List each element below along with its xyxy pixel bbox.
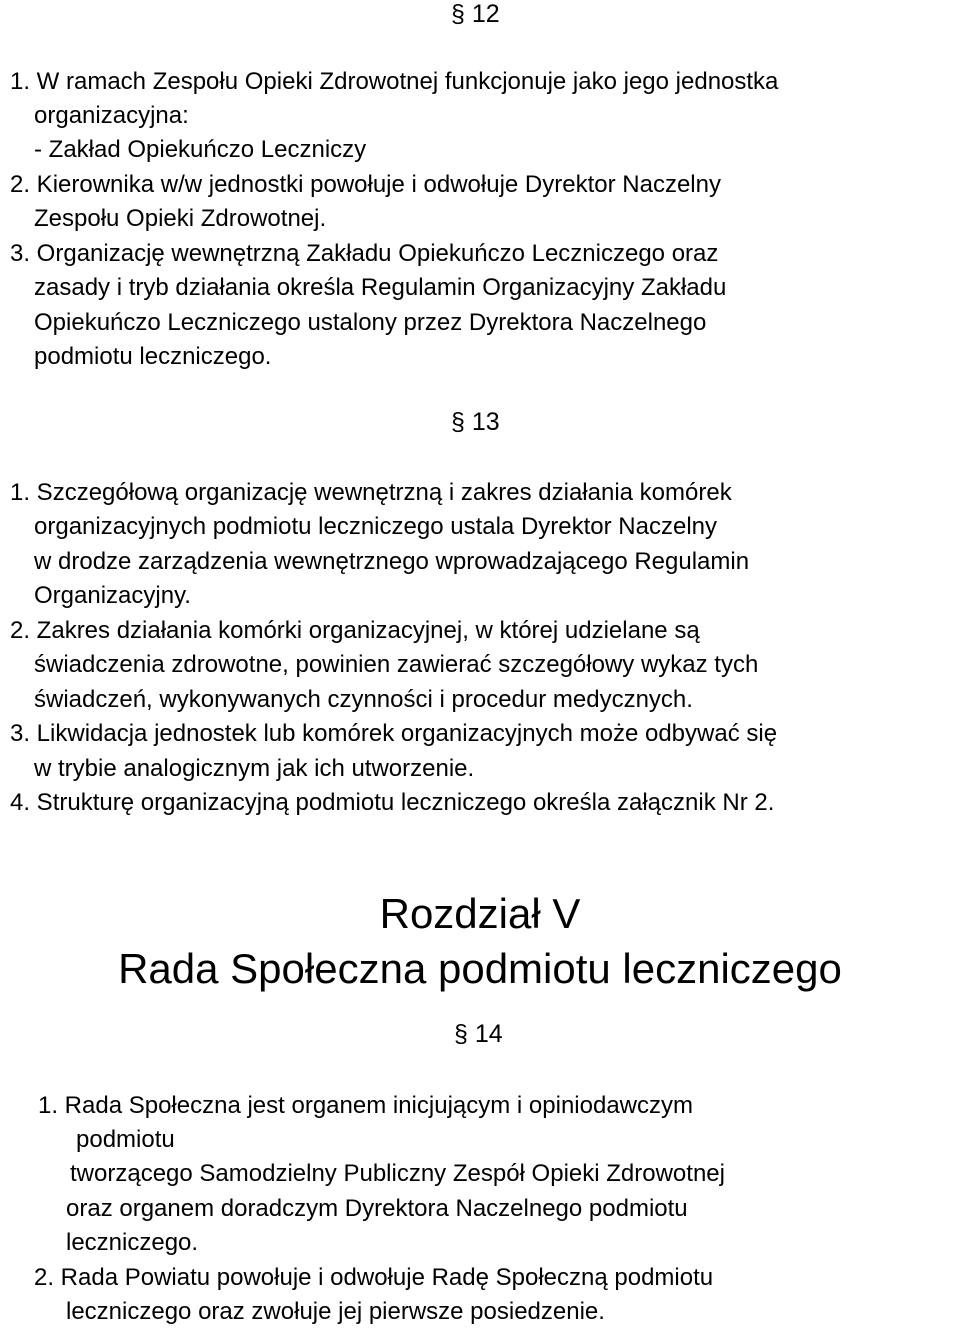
s12-item-2-line-2: Zespołu Opieki Zdrowotnej. <box>34 205 327 232</box>
s13-item-2-line-1: 2. Zakres działania komórki organizacyjnej, w której udzielane są <box>10 617 700 644</box>
s13-item-4-line-1: 4. Strukturę organizacyjną podmiotu leczniczego określa załącznik Nr 2. <box>10 789 775 816</box>
s14-item-1-line-2: podmiotu <box>76 1126 175 1153</box>
section-13-heading: § 13 <box>451 408 500 436</box>
s12-item-3-line-4: podmiotu leczniczego. <box>34 343 272 370</box>
chapter-title: Rozdział V <box>379 890 581 937</box>
s12-item-3-line-3: Opiekuńczo Leczniczego ustalony przez Dyrektora Naczelnego <box>34 309 707 336</box>
s14-item-2-line-2: leczniczego oraz zwołuje jej pierwsze posiedzenie. <box>66 1298 605 1325</box>
s13-item-1-line-3: w drodze zarządzenia wewnętrznego wprowadzającego Regulamin <box>34 548 750 575</box>
s14-item-2-line-1: 2. Rada Powiatu powołuje i odwołuje Radę Społeczną podmiotu <box>34 1264 714 1291</box>
s13-item-1-line-2: organizacyjnych podmiotu leczniczego ustala Dyrektor Naczelny <box>34 513 717 540</box>
s12-item-1-line-1: 1. W ramach Zespołu Opieki Zdrowotnej funkcjonuje jako jego jednostka <box>10 68 779 95</box>
s12-item-3-line-1: 3. Organizację wewnętrzną Zakładu Opiekuńczo Leczniczego oraz <box>10 240 719 267</box>
s13-item-3-line-2: w trybie analogicznym jak ich utworzenie. <box>34 755 475 782</box>
section-12-heading: § 12 <box>451 0 500 28</box>
s13-item-3-line-1: 3. Likwidacja jednostek lub komórek organizacyjnych może odbywać się <box>10 720 778 747</box>
s14-item-1-line-4: oraz organem doradczym Dyrektora Naczelnego podmiotu <box>66 1195 688 1222</box>
s12-item-1-line-3: - Zakład Opiekuńczo Leczniczy <box>34 136 367 163</box>
s14-item-1-line-1: 1. Rada Społeczna jest organem inicjującym i opiniodawczym <box>38 1092 693 1119</box>
section-14-heading: § 14 <box>454 1020 503 1048</box>
s12-item-2-line-1: 2. Kierownika w/w jednostki powołuje i odwołuje Dyrektor Naczelny <box>10 171 721 198</box>
s13-item-1-line-4: Organizacyjny. <box>34 582 191 609</box>
s14-item-1-line-5: leczniczego. <box>66 1229 199 1256</box>
s12-item-1-line-2: organizacyjna: <box>34 102 189 129</box>
s14-item-1-line-3: tworzącego Samodzielny Publiczny Zespół Opieki Zdrowotnej <box>70 1160 725 1187</box>
chapter-subtitle: Rada Społeczna podmiotu leczniczego <box>118 945 842 992</box>
s12-item-3-line-2: zasady i tryb działania określa Regulamin Organizacyjny Zakładu <box>34 274 727 301</box>
s13-item-2-line-2: świadczenia zdrowotne, powinien zawierać szczegółowy wykaz tych <box>34 651 759 678</box>
s13-item-1-line-1: 1. Szczegółową organizację wewnętrzną i zakres działania komórek <box>10 479 732 506</box>
s13-item-2-line-3: świadczeń, wykonywanych czynności i procedur medycznych. <box>34 686 693 713</box>
